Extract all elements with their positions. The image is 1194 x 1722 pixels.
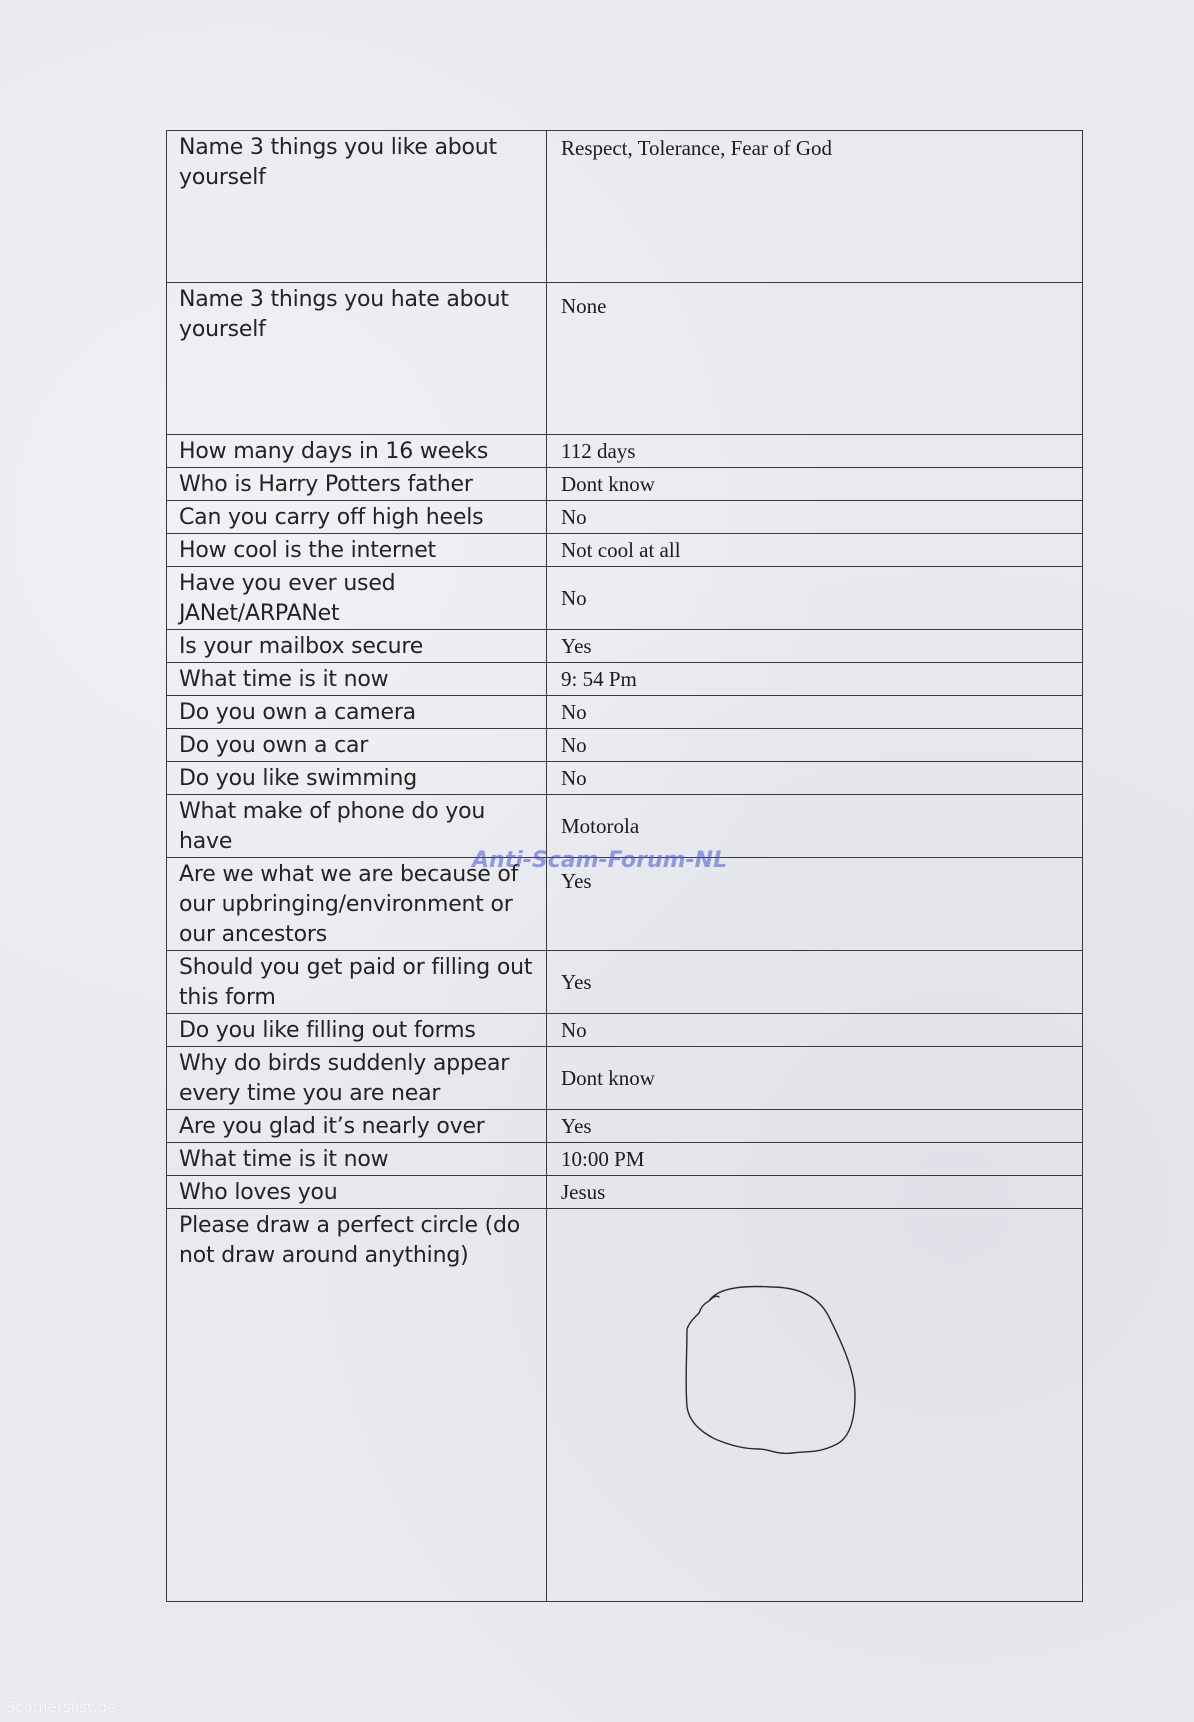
table-row — [167, 696, 1083, 729]
answer-cell: No — [547, 501, 1083, 534]
table-row — [167, 435, 1083, 468]
answer-cell: No — [547, 1014, 1083, 1047]
question-cell: Are we what we are because of our upbringing/environment or our ancestors — [167, 858, 547, 951]
answer-cell: No — [547, 567, 1083, 630]
question-cell: Do you own a camera — [167, 696, 547, 729]
table-row — [167, 1209, 1083, 1602]
answer-cell: Yes — [547, 1110, 1083, 1143]
table-row — [167, 501, 1083, 534]
site-watermark: Scamerslist.de — [6, 1698, 117, 1716]
answer-cell: 10:00 PM — [547, 1143, 1083, 1176]
questionnaire-table — [166, 130, 1083, 1602]
table-row — [167, 567, 1083, 630]
answer-cell: No — [547, 729, 1083, 762]
answer-cell: Motorola — [547, 795, 1083, 858]
table-row — [167, 795, 1083, 858]
table-row — [167, 534, 1083, 567]
answer-cell: Dont know — [547, 468, 1083, 501]
answer-cell: None — [547, 283, 1083, 435]
table-row — [167, 1047, 1083, 1110]
table-row — [167, 762, 1083, 795]
question-cell: Do you own a car — [167, 729, 547, 762]
answer-cell: Dont know — [547, 1047, 1083, 1110]
table-row — [167, 729, 1083, 762]
answer-cell: 112 days — [547, 435, 1083, 468]
question-cell: Is your mailbox secure — [167, 630, 547, 663]
question-cell: Name 3 things you like about yourself — [167, 131, 547, 283]
table-row — [167, 131, 1083, 283]
question-cell: Why do birds suddenly appear every time you are near — [167, 1047, 547, 1110]
answer-cell: Yes — [547, 858, 1083, 951]
question-cell: What time is it now — [167, 1143, 547, 1176]
question-cell: Should you get paid or filling out this form — [167, 951, 547, 1014]
circle-drawing-area — [547, 1209, 1082, 1601]
circle-drawing-cell — [547, 1209, 1083, 1602]
question-cell: Do you like filling out forms — [167, 1014, 547, 1047]
table-row — [167, 630, 1083, 663]
answer-cell: Respect, Tolerance, Fear of God — [547, 131, 1083, 283]
answer-cell: No — [547, 696, 1083, 729]
question-cell: Do you like swimming — [167, 762, 547, 795]
table-row — [167, 663, 1083, 696]
table-row — [167, 951, 1083, 1014]
question-cell: How many days in 16 weeks — [167, 435, 547, 468]
table-row — [167, 1176, 1083, 1209]
table-row — [167, 468, 1083, 501]
question-cell: Are you glad it’s nearly over — [167, 1110, 547, 1143]
question-cell: Who is Harry Potters father — [167, 468, 547, 501]
answer-cell: 9: 54 Pm — [547, 663, 1083, 696]
question-cell: Please draw a perfect circle (do not draw around anything) — [167, 1209, 547, 1602]
table-row — [167, 283, 1083, 435]
hand-drawn-circle-icon — [679, 1283, 879, 1473]
question-cell: Can you carry off high heels — [167, 501, 547, 534]
question-cell: Who loves you — [167, 1176, 547, 1209]
watermark-text: Anti-Scam-Forum-NL — [472, 848, 728, 873]
table-row — [167, 1014, 1083, 1047]
table-row — [167, 858, 1083, 951]
question-cell: Have you ever used JANet/ARPANet — [167, 567, 547, 630]
question-cell: How cool is the internet — [167, 534, 547, 567]
question-cell: What make of phone do you have — [167, 795, 547, 858]
table-row — [167, 1110, 1083, 1143]
answer-cell: Jesus — [547, 1176, 1083, 1209]
table-row — [167, 1143, 1083, 1176]
answer-cell: Not cool at all — [547, 534, 1083, 567]
answer-cell: No — [547, 762, 1083, 795]
answer-cell: Yes — [547, 951, 1083, 1014]
question-cell: Name 3 things you hate about yourself — [167, 283, 547, 435]
answer-cell: Yes — [547, 630, 1083, 663]
question-cell: What time is it now — [167, 663, 547, 696]
